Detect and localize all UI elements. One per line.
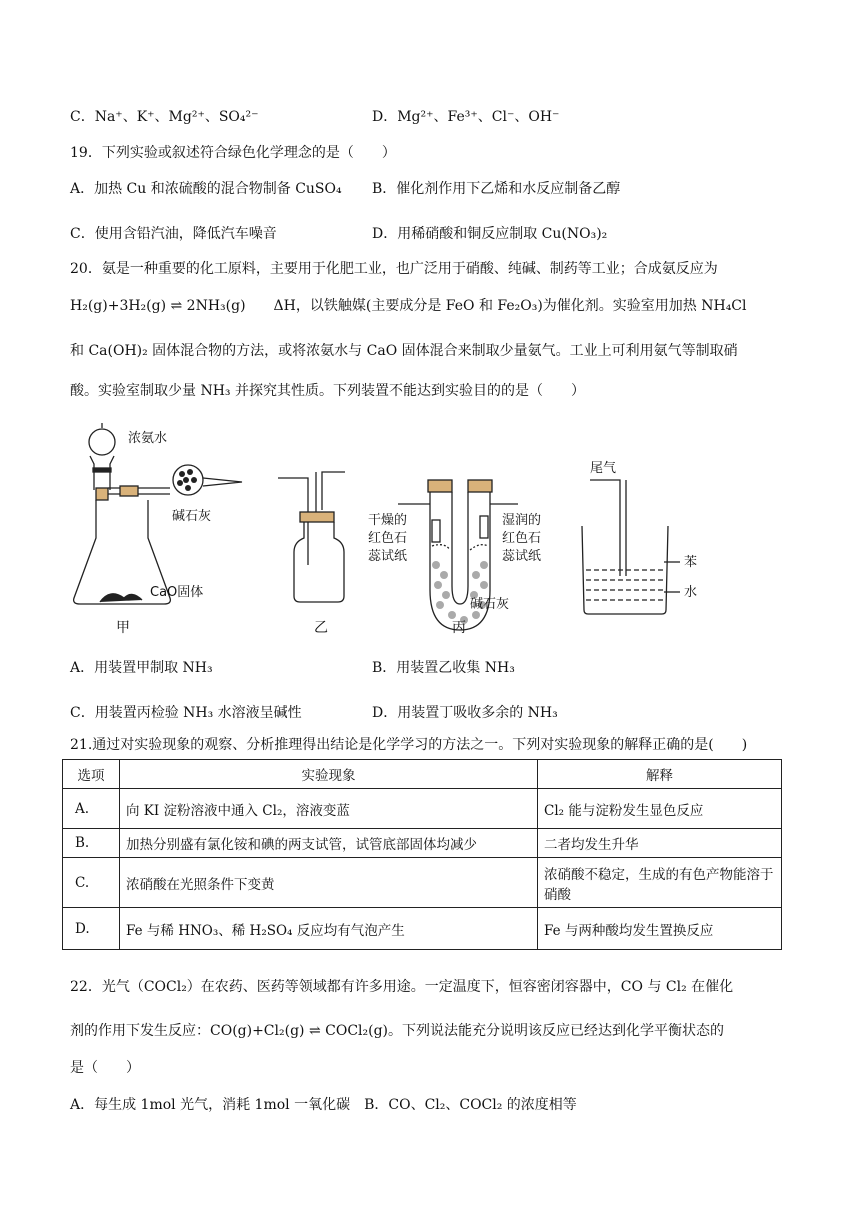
label-tail: 尾气	[590, 461, 617, 476]
q19-option-b: B．催化剂作用下乙烯和水反应制备乙醇	[372, 181, 621, 197]
label-water: 水	[684, 585, 698, 600]
question-19: 19．下列实验或叙述符合绿色化学理念的是（ ）	[70, 145, 396, 161]
table-header: 实验现象	[120, 760, 538, 789]
option-d-ions: D．Mg²⁺、Fe³⁺、Cl⁻、OH⁻	[372, 109, 560, 125]
label-soda2: 碱石灰	[470, 597, 510, 612]
question-22-line1: 22．光气（COCl₂）在农药、医药等领域都有许多用途。一定温度下，恒容密闭容器中，CO 与 Cl₂ 在催化	[70, 979, 734, 995]
question-20-line1: 20．氨是一种重要的化工原料，主要用于化肥工业，也广泛用于硝酸、纯碱、制药等工业；合成氨反应为	[70, 261, 718, 277]
svg-text:蕊试纸: 蕊试纸	[368, 549, 408, 564]
label-wet: 湿润的	[502, 513, 542, 528]
caption-bing: 丙	[452, 620, 466, 636]
stopper-jia	[96, 488, 108, 500]
table-row: B. 加热分别盛有氯化铵和碘的两支试管，试管底部固体均减少 二者均发生升华	[63, 829, 782, 858]
q20-option-c: C．用装置丙检验 NH₃ 水溶液呈碱性	[70, 705, 302, 721]
drying-tube	[203, 478, 242, 486]
svg-text:红色石: 红色石	[368, 531, 408, 546]
table-row: C. 浓硝酸在光照条件下变黄 浓硝酸不稳定，生成的有色产物能溶于硝酸	[63, 858, 782, 908]
q19-option-d: D．用稀硝酸和铜反应制取 Cu(NO₃)₂	[372, 226, 608, 242]
q20-option-d: D．用装置丁吸收多余的 NH₃	[372, 705, 558, 721]
tail-gas-tube	[590, 480, 626, 576]
q20-option-b: B．用装置乙收集 NH₃	[372, 660, 515, 676]
q20-option-a: A．用装置甲制取 NH₃	[70, 660, 213, 676]
label-benzene: 苯	[684, 555, 698, 570]
svg-text:蕊试纸: 蕊试纸	[502, 549, 542, 564]
table-header: 选项	[63, 760, 120, 789]
q22-option-ab: A．每生成 1mol 光气，消耗 1mol 一氧化碳 B．CO、Cl₂、COCl₂ 的浓度相等	[70, 1097, 577, 1113]
svg-text:红色石: 红色石	[502, 531, 542, 546]
label-cao: CaO固体	[150, 585, 204, 600]
question-22-line3: 是（ ）	[70, 1060, 140, 1076]
option-c-ions: C．Na⁺、K⁺、Mg²⁺、SO₄²⁻	[70, 109, 259, 125]
question-21: 21.通过对实验现象的观察、分析推理得出结论是化学学习的方法之一。下列对实验现象的解释正确的是( )	[70, 737, 748, 753]
table-row: A. 向 KI 淀粉溶液中通入 Cl₂，溶液变蓝 Cl₂ 能与淀粉发生显色反应	[63, 789, 782, 829]
funnel-bulb	[89, 429, 115, 455]
table-header: 解释	[538, 760, 782, 789]
outlet-tube	[316, 472, 345, 514]
funnel-stem	[90, 456, 114, 490]
table-row: D. Fe 与稀 HNO₃、稀 H₂SO₄ 反应均有气泡产生 Fe 与两种酸均发生置换反应	[63, 908, 782, 950]
bottle-yi	[294, 522, 344, 602]
question-22-line2: 剂的作用下发生反应：CO(g)+Cl₂(g) ⇌ COCl₂(g)。下列说法能充分说明该反应已经达到化学平衡状态的	[70, 1023, 724, 1039]
label-soda: 碱石灰	[172, 509, 212, 524]
question-20-line4: 酸。实验室制取少量 NH₃ 并探究其性质。下列装置不能达到实验目的的是（ ）	[70, 383, 585, 399]
q19-option-c: C．使用含铅汽油，降低汽车噪音	[70, 226, 277, 242]
question-20-line2: H₂(g)+3H₂(g) ⇌ 2NH₃(g) ΔH，以铁触媒(主要成分是 FeO 和 Fe₂O₃)为催化剂。实验室用加热 NH₄Cl	[70, 298, 747, 314]
caption-yi: 乙	[314, 620, 328, 636]
q21-table	[62, 759, 782, 950]
caption-jia: 甲	[116, 620, 130, 636]
label-dry: 干燥的	[368, 513, 408, 528]
question-20-line3: 和 Ca(OH)₂ 固体混合物的方法，或将浓氨水与 CaO 固体混合来制取少量氨气。工业上可利用氨气等制取硝	[70, 343, 738, 359]
stopper-yi	[300, 512, 334, 522]
q19-option-a: A．加热 Cu 和浓硫酸的混合物制备 CuSO₄	[70, 181, 342, 197]
u-tube-inner	[452, 492, 468, 604]
label-nh3: 浓氨水	[128, 431, 168, 446]
apparatus-figure	[60, 420, 790, 640]
